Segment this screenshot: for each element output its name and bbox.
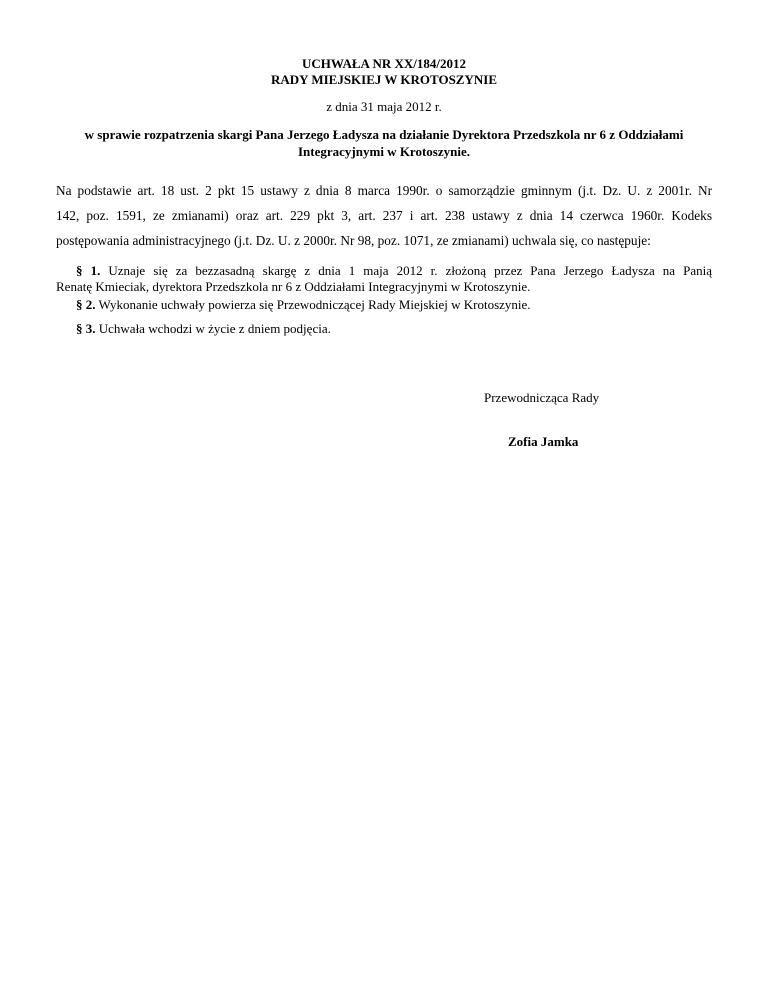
signatory-role: Przewodnicząca Rady xyxy=(484,390,600,405)
paragraph-2-mark: § 2. xyxy=(76,297,96,312)
paragraph-1 xyxy=(56,263,712,295)
paragraph-2-text: Wykonanie uchwały powierza się Przewodniczącej Rady Miejskiej w Krotoszynie. xyxy=(95,297,531,312)
signatory-name: Zofia Jamka xyxy=(508,434,579,449)
legal-basis xyxy=(56,178,712,253)
paragraph-2 xyxy=(56,297,712,313)
legal-basis-line-2: 142, poz. 1591, ze zmianami) oraz art. 229 pkt 3, art. 237 i art. 238 ustawy z dnia 14 czerwca 1960r. Kodeks xyxy=(56,208,712,223)
legal-basis-line-3: postępowania administracyjnego (j.t. Dz. U. z 2000r. Nr 98, poz. 1071, ze zmianami) uchwala się, co następuje: xyxy=(56,233,651,248)
legal-basis-line-1: Na podstawie art. 18 ust. 2 pkt 15 ustawy z dnia 8 marca 1990r. o samorządzie gminnym (j.t. Dz. U. z 2001r. Nr xyxy=(56,183,712,198)
paragraph-1-text: Uznaje się za bezzasadną skargę z dnia 1 maja 2012 r. złożoną przez Pana Jerzego Ładysza na Panią xyxy=(100,263,713,278)
paragraph-1-line-2: Renatę Kmieciak, dyrektora Przedszkola nr 6 z Oddziałami Integracyjnymi w Krotoszynie. xyxy=(56,279,531,294)
paragraph-3-mark: § 3. xyxy=(76,321,96,336)
resolution-subject xyxy=(56,126,712,160)
subject-line-1: w sprawie rozpatrzenia skargi Pana Jerzego Ładysza na działanie Dyrektora Przedszkola nr 6 z Oddziałami xyxy=(84,127,684,142)
resolution-date: z dnia 31 maja 2012 r. xyxy=(326,99,442,114)
resolution-number: UCHWAŁA NR XX/184/2012 xyxy=(302,56,466,71)
paragraph-1-line-1 xyxy=(56,263,712,279)
paragraph-1-mark: § 1. xyxy=(76,263,101,278)
paragraph-3-text: Uchwała wchodzi w życie z dniem podjęcia. xyxy=(95,321,331,336)
council-name: RADY MIEJSKIEJ W KROTOSZYNIE xyxy=(271,72,497,87)
paragraph-3 xyxy=(56,321,712,337)
subject-line-2: Integracyjnymi w Krotoszynie. xyxy=(298,144,470,159)
